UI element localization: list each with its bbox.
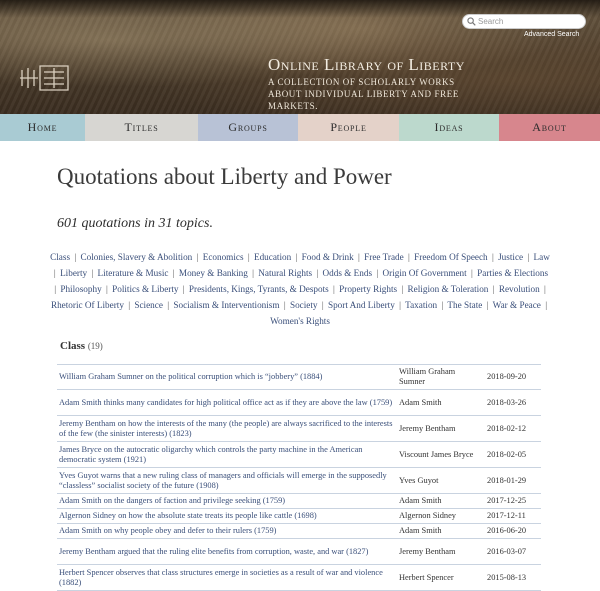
table-row [57, 509, 541, 524]
topic-link[interactable]: Religion & Toleration [407, 284, 489, 294]
quote-date: 2015-08-13 [485, 565, 541, 591]
site-header [0, 0, 600, 114]
topic-separator: | [172, 268, 175, 278]
table-row [57, 539, 541, 565]
main-nav [0, 114, 600, 141]
page-title: Quotations about Liberty and Power [57, 164, 392, 189]
topic-link[interactable]: Revolution [498, 284, 540, 294]
topic-link[interactable]: Economics [202, 252, 244, 262]
topic-separator: | [252, 268, 254, 278]
nav-about[interactable]: About [499, 114, 600, 141]
topic-link[interactable]: Liberty [60, 268, 88, 278]
quote-link[interactable]: Jeremy Bentham on how the interests of the many (the people) are always sacrificed to the interests of the few (the sinister interests) (1823) [59, 418, 393, 438]
topic-link[interactable]: Property Rights [339, 284, 398, 294]
topic-link[interactable]: Natural Rights [258, 268, 313, 278]
topic-separator: | [316, 268, 319, 278]
topic-link[interactable]: Free Trade [364, 252, 404, 262]
topic-separator: | [492, 284, 495, 294]
topic-link[interactable]: Women's Rights [270, 316, 330, 326]
topic-link[interactable]: Socialism & Interventionism [173, 300, 280, 310]
topic-separator: | [53, 268, 56, 278]
topic-link[interactable]: The State [447, 300, 483, 310]
quote-date: 2017-12-11 [485, 509, 541, 524]
topic-link[interactable]: Society [289, 300, 318, 310]
topic-link[interactable]: Literature & Music [97, 268, 169, 278]
quote-date: 2016-06-20 [485, 524, 541, 539]
topic-link[interactable]: War & Peace [492, 300, 541, 310]
topic-link[interactable]: Colonies, Slavery & Abolition [80, 252, 193, 262]
topic-separator: | [105, 284, 108, 294]
topic-separator: | [54, 284, 57, 294]
topic-separator: | [333, 284, 335, 294]
topic-separator: | [358, 252, 360, 262]
nav-groups[interactable]: Groups [198, 114, 298, 141]
table-row [57, 416, 541, 442]
section-name: Class [60, 340, 86, 352]
quote-author: Adam Smith [397, 494, 485, 509]
search-icon[interactable] [467, 17, 476, 26]
topic-separator: | [408, 252, 410, 262]
quote-author: Viscount James Bryce [397, 442, 485, 468]
site-title[interactable]: Online Library of Liberty [268, 55, 465, 74]
quote-link[interactable]: Algernon Sidney on how the absolute state treats its people like cattle (1698) [59, 511, 317, 520]
quote-date: 2018-02-12 [485, 416, 541, 442]
topic-link[interactable]: Law [533, 252, 550, 262]
table-row [57, 442, 541, 468]
topic-link[interactable]: Justice [498, 252, 524, 262]
quote-link[interactable]: Herbert Spencer observes that class structures emerge in societies as a result of war and violence (1882) [59, 567, 383, 587]
search-input[interactable] [478, 17, 578, 26]
section-count: (19) [87, 341, 103, 351]
nav-home[interactable]: Home [0, 114, 85, 141]
topic-link[interactable]: Rhetoric Of Liberty [50, 300, 124, 310]
topic-separator: | [441, 300, 444, 310]
topic-separator: | [491, 252, 494, 262]
table-row [57, 524, 541, 539]
topic-link[interactable]: Science [134, 300, 163, 310]
topic-separator: | [545, 300, 548, 310]
topic-link[interactable]: Freedom Of Speech [414, 252, 488, 262]
topic-separator: | [91, 268, 94, 278]
topic-link[interactable]: Food & Drink [301, 252, 354, 262]
quotes-table [57, 364, 541, 591]
quote-date: 2016-03-07 [485, 539, 541, 565]
topic-link[interactable]: Odds & Ends [322, 268, 373, 278]
topic-separator: | [295, 252, 298, 262]
quote-author: Adam Smith [397, 390, 485, 416]
quotation-summary: 601 quotations in 31 topics. [57, 216, 213, 231]
quote-date: 2018-03-26 [485, 390, 541, 416]
topic-separator: | [471, 268, 473, 278]
topic-separator: | [247, 252, 250, 262]
table-row [57, 365, 541, 390]
topic-separator: | [196, 252, 199, 262]
topic-link[interactable]: Education [253, 252, 292, 262]
quote-author: Jeremy Bentham [397, 416, 485, 442]
topic-separator: | [74, 252, 77, 262]
section-heading [60, 340, 103, 352]
table-row [57, 494, 541, 509]
topic-separator: | [399, 300, 401, 310]
topic-link[interactable]: Sport And Liberty [327, 300, 395, 310]
topic-separator: | [321, 300, 324, 310]
topic-separator: | [376, 268, 379, 278]
quote-date: 2018-01-29 [485, 468, 541, 494]
topic-link[interactable]: Parties & Elections [477, 268, 549, 278]
search-box[interactable] [462, 14, 586, 29]
advanced-search-link[interactable]: Advanced Search [524, 31, 580, 38]
quote-link[interactable]: Adam Smith on why people obey and defer to their rulers (1759) [59, 526, 277, 535]
quote-date: 2018-02-05 [485, 442, 541, 468]
topic-separator: | [486, 300, 489, 310]
quote-author: William Graham Sumner [397, 365, 485, 390]
quote-date: 2018-09-20 [485, 365, 541, 390]
topic-separator: | [401, 284, 404, 294]
nav-people[interactable]: People [298, 114, 399, 141]
quote-author: Herbert Spencer [397, 565, 485, 591]
quote-link[interactable]: James Bryce on the autocratic oligarchy which controls the party machine in the American democratic system (1921) [59, 444, 363, 464]
quote-date: 2017-12-25 [485, 494, 541, 509]
topic-link[interactable]: Origin Of Government [382, 268, 467, 278]
quote-author: Algernon Sidney [397, 509, 485, 524]
quote-link[interactable]: Adam Smith thinks many candidates for high political office act as if they are above the law (1759) [59, 397, 393, 407]
quote-author: Adam Smith [397, 524, 485, 539]
topic-link[interactable]: Class [50, 252, 71, 262]
site-subtitle: A COLLECTION OF SCHOLARLY WORKS ABOUT INDIVIDUAL LIBERTY AND FREE MARKETS. [268, 77, 459, 111]
table-row [57, 468, 541, 494]
quote-author: Jeremy Bentham [397, 539, 485, 565]
topic-separator: | [543, 284, 546, 294]
nav-titles[interactable]: Titles [85, 114, 198, 141]
quote-link[interactable]: Jeremy Bentham argued that the ruling elite benefits from corruption, waste, and war (1827) [59, 546, 369, 556]
olol-logo-icon[interactable] [18, 58, 74, 98]
quote-link[interactable]: Adam Smith on the dangers of faction and privilege seeking (1759) [59, 496, 286, 505]
quote-author: Yves Guyot [397, 468, 485, 494]
topic-separator: | [283, 300, 286, 310]
topic-link[interactable]: Presidents, Kings, Tyrants, & Despots [188, 284, 329, 294]
topic-link[interactable]: Politics & Liberty [112, 284, 179, 294]
nav-ideas[interactable]: Ideas [399, 114, 499, 141]
table-row [57, 565, 541, 591]
topic-separator: | [128, 300, 131, 310]
topic-link[interactable]: Taxation [405, 300, 438, 310]
quote-link[interactable]: William Graham Sumner on the political corruption which is “jobbery” (1884) [59, 372, 323, 381]
topic-link[interactable]: Money & Banking [178, 268, 248, 278]
topic-list [50, 249, 550, 329]
quote-link[interactable]: Yves Guyot warns that a new ruling class of managers and officials will emerge in the supposedly “classless” socialist society of the future (1908) [59, 470, 387, 490]
topic-link[interactable]: Philosophy [60, 284, 102, 294]
table-row [57, 390, 541, 416]
topic-separator: | [527, 252, 530, 262]
topic-separator: | [182, 284, 185, 294]
topic-separator: | [167, 300, 170, 310]
